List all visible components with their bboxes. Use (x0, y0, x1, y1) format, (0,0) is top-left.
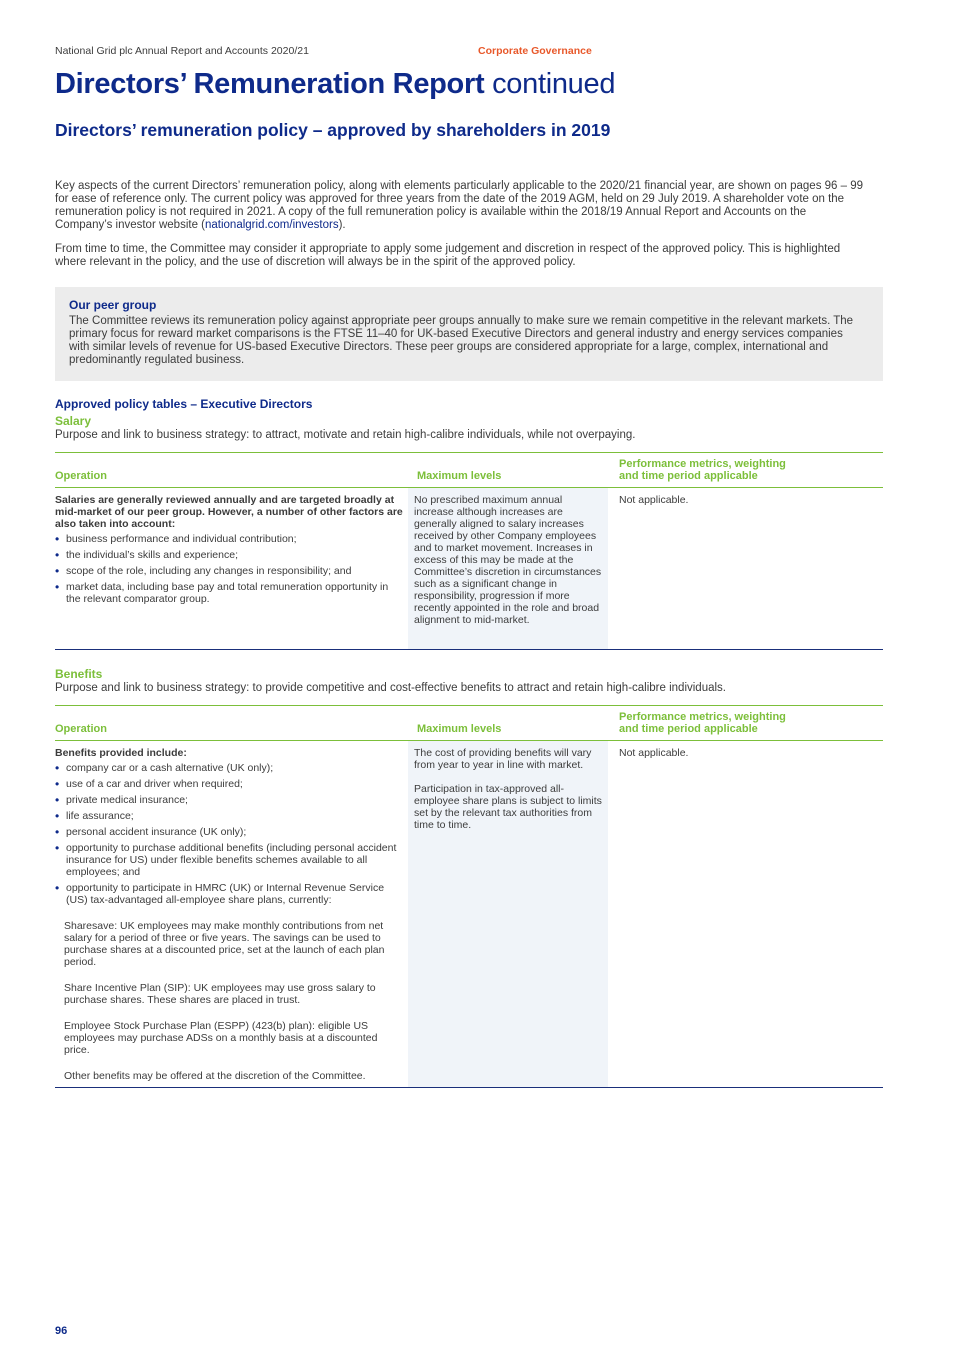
investor-website-link[interactable]: nationalgrid.com/investors (205, 219, 339, 231)
intro-paragraph-2: From time to time, the Committee may consider it appropriate to apply some judgement and discretion in respect of the approved policy. This is highlighted where relevant in the policy, and the use of discretion will always be in the spirit of the approved policy. (55, 243, 841, 268)
performance-column-header: Performance metrics, weighting and time period applicable (619, 711, 786, 735)
benefits-operation-lead: Benefits provided include: (55, 747, 187, 759)
benefits-performance: Not applicable. (619, 747, 689, 759)
salary-table-header (55, 453, 883, 488)
intro-text (55, 180, 865, 280)
list-item: • market data, including base pay and total remuneration opportunity in the relevant comparator group. (55, 581, 405, 605)
benefits-heading: Benefits (55, 667, 103, 681)
list-item: • life assurance; (55, 810, 405, 822)
salary-performance: Not applicable. (619, 494, 689, 506)
list-item: • scope of the role, including any changes in responsibility; and (55, 565, 405, 577)
page-title (55, 68, 615, 101)
list-item: • business performance and individual contribution; (55, 533, 405, 545)
peer-group-body: The Committee reviews its remuneration policy against appropriate peer groups annually to make sure we remain competitive in the relevant markets. The primary focus for reward market comparisons is the FTSE 11–40 for UK-based Executive Directors and general industry and energy services companies with similar levels of revenue for US-based Executive Directors. These peer groups are considered appropriate for a large, complex, international and predominantly regulated business. (69, 315, 854, 366)
salary-operation (55, 488, 405, 609)
page-subtitle: Directors’ remuneration policy – approved by shareholders in 2019 (55, 120, 611, 140)
espp-paragraph: Employee Stock Purchase Plan (ESPP) (423(b) plan): eligible US employees may purchase ADSs on a monthly basis at a discounted price. (64, 1020, 378, 1056)
benefits-operation (55, 741, 405, 1082)
salary-heading: Salary (55, 414, 92, 428)
salary-maximum: No prescribed maximum annual increase although increases are generally aligned to salary increases received by other Company employees and to market movement. Increases in excess of this may be made at the Committee’s discretion in circumstances such as a significant change in responsibility, progression if more recently appointed in the role and broad alignment to mid-market. (408, 488, 608, 649)
benefits-maximum-paragraph-1: The cost of providing benefits will vary from year to year in line with market. (414, 747, 592, 771)
benefits-maximum (408, 741, 608, 1087)
list-item: • company car or a cash alternative (UK only); (55, 762, 405, 774)
peer-group-title: Our peer group (69, 298, 157, 312)
peer-group-box (55, 287, 883, 381)
list-item: • the individual’s skills and experience; (55, 549, 405, 561)
list-item: • opportunity to purchase additional benefits (including personal accident insurance for US) under flexible benefits schemes available to all employees; and (55, 842, 405, 878)
benefits-table-body (55, 741, 883, 1087)
benefits-bullet-list (55, 762, 405, 906)
list-item: • use of a car and driver when required; (55, 778, 405, 790)
title-main: Directors’ Remuneration Report (55, 68, 485, 100)
salary-purpose: Purpose and link to business strategy: to attract, motivate and retain high-calibre individuals, while not overpaying. (55, 429, 636, 441)
section-name: Corporate Governance (478, 45, 592, 57)
list-item: • opportunity to participate in HMRC (UK) or Internal Revenue Service (US) tax-advantaged all-employee share plans, currently: (55, 882, 405, 906)
sharesave-paragraph: Sharesave: UK employees may make monthly contributions from net salary for a period of three or five years. The savings can be used to purchase shares at a discounted price, set at the launch of each plan period. (64, 920, 385, 968)
list-item: • personal accident insurance (UK only); (55, 826, 405, 838)
title-suffix: continued (492, 68, 616, 100)
benefits-table-header (55, 706, 883, 741)
benefits-table (55, 705, 883, 1088)
operation-column-header: Operation (55, 723, 107, 735)
benefits-maximum-paragraph-2: Participation in tax-approved all-employee share plans is subject to limits set by the relevant tax authorities from time to time. (414, 783, 602, 831)
maximum-column-header: Maximum levels (417, 723, 502, 735)
benefits-purpose: Purpose and link to business strategy: to provide competitive and cost-effective benefits to attract and retain high-calibre individuals. (55, 682, 726, 694)
salary-table-body (55, 488, 883, 649)
performance-column-header: Performance metrics, weighting and time period applicable (619, 458, 786, 482)
policy-tables-heading: Approved policy tables – Executive Directors (55, 397, 313, 411)
other-benefits-paragraph: Other benefits may be offered at the discretion of the Committee. (64, 1070, 366, 1082)
salary-table (55, 452, 883, 650)
list-item: • private medical insurance; (55, 794, 405, 806)
salary-bullet-list (55, 533, 405, 605)
maximum-column-header: Maximum levels (417, 470, 502, 482)
operation-column-header: Operation (55, 470, 107, 482)
sip-paragraph: Share Incentive Plan (SIP): UK employees may use gross salary to purchase shares. These shares are placed in trust. (64, 982, 376, 1006)
salary-operation-lead: Salaries are generally reviewed annually and are targeted broadly at mid-market of our peer group. However, a number of other factors are also taken into account: (55, 494, 403, 530)
report-name: National Grid plc Annual Report and Accounts 2020/21 (55, 45, 309, 57)
intro-paragraph-1: Key aspects of the current Directors’ remuneration policy, along with elements particularly applicable to the 2020/21 financial year, are shown on pages 96 – 99 for ease of reference only. The current policy was approved for three years from the date of the 2019 AGM, held on 29 July 2019. A shareholder vote on the remuneration policy is not required in 2021. A copy of the full remuneration policy is available within the 2018/19 Annual Report and Accounts on the Company’s investor website (nationalgrid.com/investors). (55, 180, 864, 231)
page-number: 96 (55, 1325, 68, 1337)
